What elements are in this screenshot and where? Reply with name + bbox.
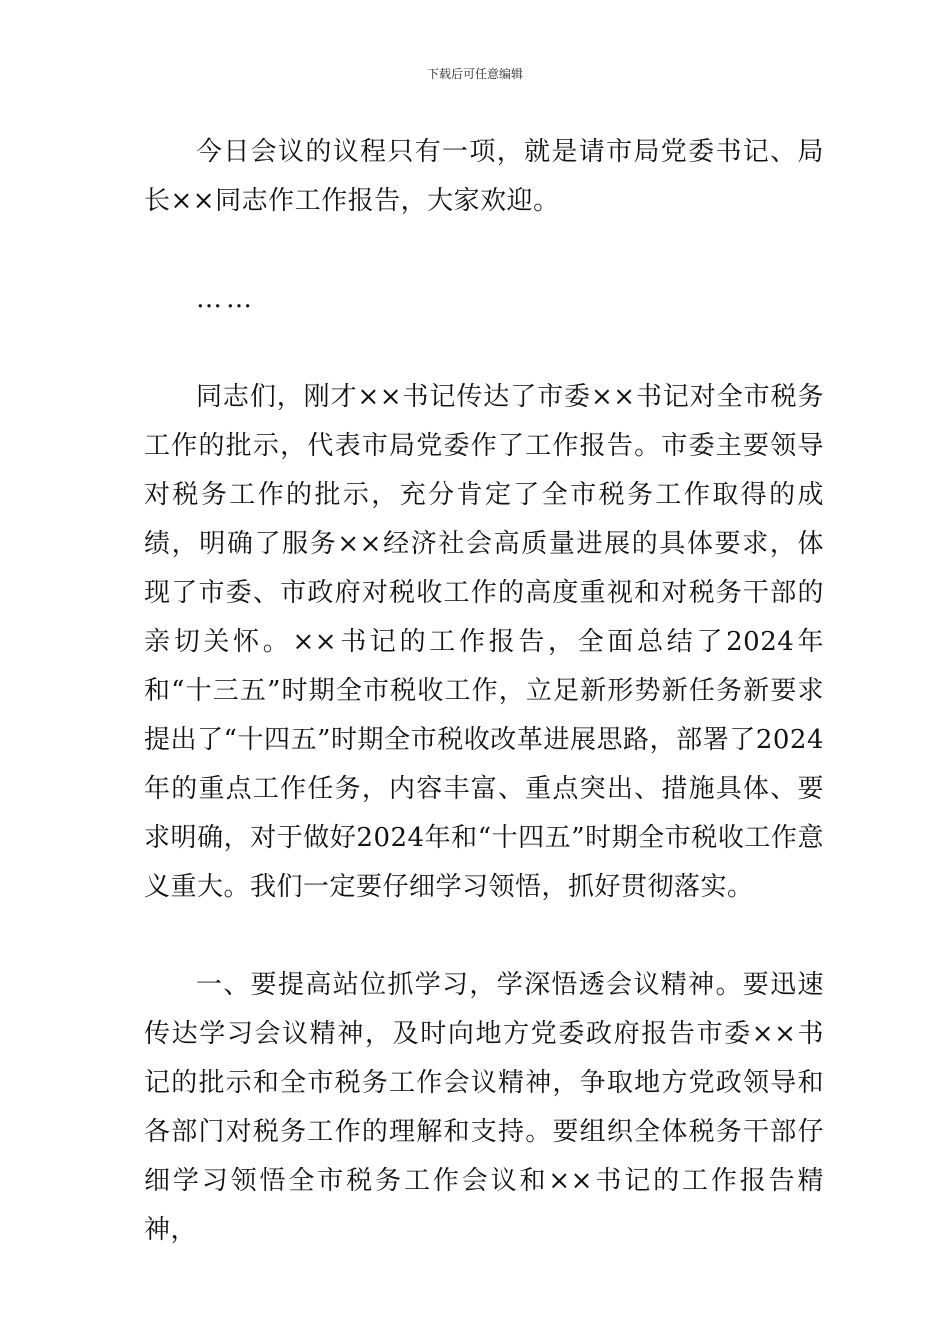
- page-header: 下载后可任意编辑: [426, 67, 523, 81]
- paragraph-comrades: 同志们，刚才××书记传达了市委××书记对全市税务工作的批示，代表市局党委作了工作报告。市委主要领导对税务工作的批示，充分肯定了全市税务工作取得的成绩，明确了服务××经济社会高质量进展的具体要求，体现了市委、市政府对税收工作的高度重视和对税务干部的亲切关怀。××书记的工作报告，全面总结了2024年和“十三五”时期全市税收工作，立足新形势新任务新要求提出了“十四五”时期全市税收改革进展思路，部署了2024年的重点工作任务，内容丰富、重点突出、措施具体、要求明确，对于做好2024年和“十四五”时期全市税收工作意义重大。我们一定要仔细学习领悟，抓好贯彻落实。: [144, 382, 824, 902]
- document-body: [144, 128, 824, 1255]
- paragraph-point-one: 一、要提高站位抓学习，学深悟透会议精神。要迅速传达学习会议精神，及时向地方党委政府报告市委××书记的批示和全市税务工作会议精神，争取地方党政领导和各部门对税务工作的理解和支持。要组织全体税务干部仔细学习领悟全市税务工作会议和××书记的工作报告精神，: [144, 970, 824, 1245]
- paragraph-agenda: 今日会议的议程只有一项，就是请市局党委书记、局长××同志作工作报告，大家欢迎。: [144, 137, 824, 216]
- paragraph-ellipsis: ……: [196, 284, 256, 314]
